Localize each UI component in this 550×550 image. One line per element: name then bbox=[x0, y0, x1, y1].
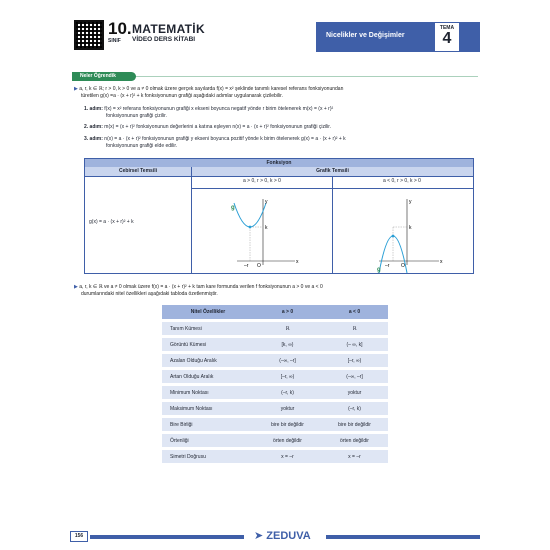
condition-negative: a < 0, r > 0, k > 0 bbox=[383, 178, 421, 184]
property-name: Artan Olduğu Aralık bbox=[162, 370, 254, 383]
section-title: Nicelikler ve Değişimler bbox=[326, 32, 405, 39]
grade-number: 10. bbox=[108, 19, 132, 38]
property-value: [–r, ∞) bbox=[321, 354, 388, 367]
graph-area bbox=[85, 159, 473, 275]
property-name: Simetri Doğrusu bbox=[162, 450, 254, 463]
intro-paragraph bbox=[74, 86, 343, 100]
step-text: n(x) = a · (x + r)² fonksiyonunun grafiği y ekseni boyunca pozitif yönde k birim ötelenerek g(x) = a · (x + r)² + k bbox=[104, 136, 346, 142]
step-1 bbox=[84, 106, 474, 120]
brand-title: MATEMATİK bbox=[132, 22, 205, 36]
header-cell: a < 0 bbox=[321, 305, 388, 319]
parabola-up bbox=[234, 203, 266, 227]
property-value: yoktur bbox=[321, 386, 388, 399]
property-value: yoktur bbox=[254, 402, 321, 415]
condition-positive: a > 0, r > 0, k > 0 bbox=[243, 178, 281, 184]
property-value: örten değildir bbox=[254, 434, 321, 447]
learned-tag: Neler Öğrendik bbox=[72, 72, 136, 81]
step-text-cont: fonksiyonunun grafiği çizilir. bbox=[106, 113, 167, 119]
g-label: g bbox=[377, 267, 381, 273]
table-row bbox=[162, 418, 388, 431]
property-value: (–r, k) bbox=[321, 402, 388, 415]
step-label: 1. adım: bbox=[84, 106, 103, 112]
property-value: (– ∞, k] bbox=[321, 338, 388, 351]
step-3 bbox=[84, 136, 474, 150]
vertex-point bbox=[249, 226, 252, 229]
page-header bbox=[70, 14, 480, 58]
property-value: x = –r bbox=[321, 450, 388, 463]
table-row bbox=[162, 402, 388, 415]
property-value: ℝ bbox=[254, 322, 321, 335]
property-name: Tanım Kümesi bbox=[162, 322, 254, 335]
k-label: k bbox=[265, 225, 268, 231]
algebraic-expression: g(x) = a · (x + r)² + k bbox=[89, 219, 134, 225]
logo-text: ZEDUVA bbox=[266, 530, 311, 542]
qr-code-icon[interactable] bbox=[74, 20, 104, 50]
property-value: ℝ bbox=[321, 322, 388, 335]
footer-bar-right bbox=[326, 535, 480, 539]
table-row bbox=[162, 450, 388, 463]
property-value: (–∞, –r] bbox=[321, 370, 388, 383]
property-value: [k, ∞) bbox=[254, 338, 321, 351]
table-row bbox=[162, 386, 388, 399]
step-label: 3. adım: bbox=[84, 136, 103, 142]
col-algebraic: Cebirsel Temsili bbox=[85, 167, 191, 176]
intro2-line-1: a, r, k ∈ ℝ ve a ≠ 0 olmak üzere f(x) = a · (x + r)² + k tam kare formunda verilen f fonksiyonunun a > 0 ve a < 0 bbox=[79, 284, 323, 290]
intro2-paragraph bbox=[74, 284, 323, 298]
property-value: örten değildir bbox=[321, 434, 388, 447]
property-value: x = –r bbox=[254, 450, 321, 463]
property-value: [–r, ∞) bbox=[254, 370, 321, 383]
table-row bbox=[162, 354, 388, 367]
table-row bbox=[162, 434, 388, 447]
col-graphic: Grafik Temsili bbox=[192, 167, 473, 176]
brand-subtitle: VİDEO DERS KİTABI bbox=[132, 36, 196, 43]
table-row bbox=[162, 370, 388, 383]
grade-label: SINIF bbox=[108, 38, 121, 44]
y-label: y bbox=[409, 199, 412, 205]
x-label: x bbox=[296, 259, 299, 265]
property-name: Minimum Noktası bbox=[162, 386, 254, 399]
property-name: Azalan Olduğu Aralık bbox=[162, 354, 254, 367]
neg-r-label: –r bbox=[244, 263, 249, 269]
g-label: g bbox=[231, 205, 235, 211]
step-text: m(x) = (x + r)² fonksiyonunun değerlerini a katına eşleyen n(x) = a · (x + r)² fonksiyonunun grafiği çizilir. bbox=[104, 124, 332, 130]
footer-bar-left bbox=[90, 535, 244, 539]
bullet-triangle-icon: ▶ bbox=[74, 284, 78, 290]
intro-line-1: a, r, k ∈ ℝ; r > 0, k > 0 ve a ≠ 0 olmak üzere gerçek sayılarda f(x) = x² şeklinde tanımlı karesel referans fonksiyonundan bbox=[79, 86, 344, 92]
intro-line-2: türetilen g(x) =a · (x + r)² + k fonksiyonunun grafiği aşağıdaki adımlar uygulanarak çizilebilir. bbox=[81, 93, 283, 99]
k-label: k bbox=[409, 225, 412, 231]
graph-downward bbox=[379, 199, 439, 273]
table-header-row bbox=[162, 305, 388, 319]
property-name: Bire Birliği bbox=[162, 418, 254, 431]
tema-number: 4 bbox=[442, 30, 452, 47]
function-table-title: Fonksiyon bbox=[85, 159, 473, 167]
header-cell: Nitel Özellikler bbox=[162, 305, 254, 319]
property-value: (–r, k) bbox=[254, 386, 321, 399]
page-number: 156 bbox=[70, 531, 88, 542]
graph-upward bbox=[234, 199, 295, 265]
origin-label: O bbox=[401, 263, 405, 269]
tema-label: TEMA bbox=[439, 25, 455, 31]
footer-logo bbox=[254, 529, 311, 542]
header-cell: a > 0 bbox=[254, 305, 321, 319]
y-label: y bbox=[265, 199, 268, 205]
table-row bbox=[162, 322, 388, 335]
table-row bbox=[162, 338, 388, 351]
origin-label: O bbox=[257, 263, 261, 269]
step-2 bbox=[84, 124, 474, 131]
property-name: Görüntü Kümesi bbox=[162, 338, 254, 351]
step-label: 2. adım: bbox=[84, 124, 103, 130]
tema-badge bbox=[434, 22, 460, 52]
step-text-cont: fonksiyonunun grafiği elde edilir. bbox=[106, 143, 178, 149]
bullet-triangle-icon: ▶ bbox=[74, 86, 78, 92]
page bbox=[70, 14, 480, 542]
property-name: Örtenliği bbox=[162, 434, 254, 447]
intro2-line-2: durumlarındaki nitel özellikleri aşağıdaki tabloda özetlenmiştir. bbox=[81, 291, 218, 297]
property-value: bire bir değildir bbox=[254, 418, 321, 431]
properties-table bbox=[162, 302, 388, 466]
property-name: Maksimum Noktası bbox=[162, 402, 254, 415]
function-table bbox=[84, 158, 474, 274]
property-value: (–∞, –r] bbox=[254, 354, 321, 367]
logo-z-icon: ➤ bbox=[254, 530, 264, 542]
step-text: f(x) = x² referans fonksiyonunun grafiği x ekseni boyunca negatif yönde r birim ötelenerek m(x) = (x + r)² bbox=[104, 106, 334, 112]
property-value: bire bir değildir bbox=[321, 418, 388, 431]
x-label: x bbox=[440, 259, 443, 265]
neg-r-label: –r bbox=[385, 263, 390, 269]
vertex-point bbox=[392, 235, 395, 238]
